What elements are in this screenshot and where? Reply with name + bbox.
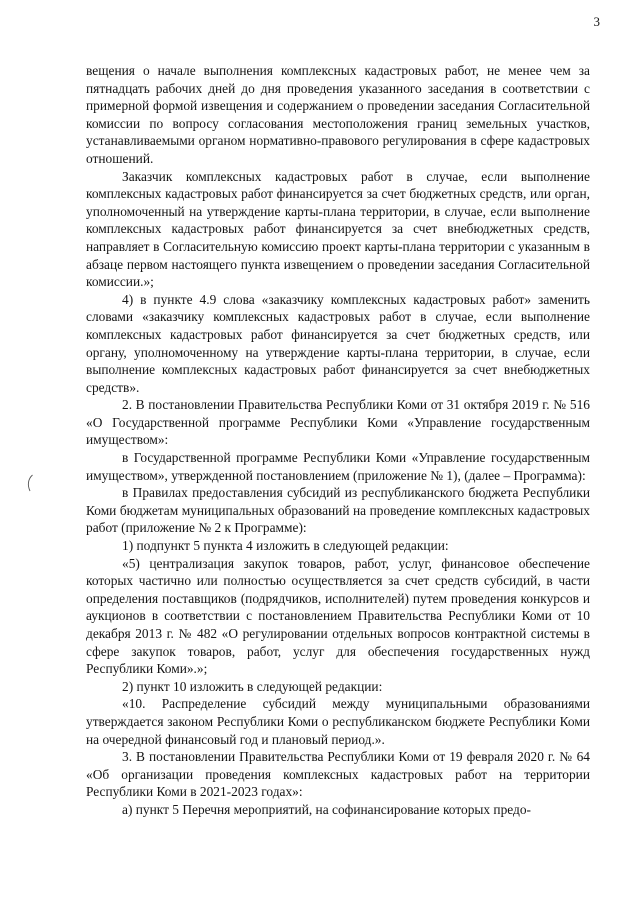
paragraph: а) пункт 5 Перечня мероприятий, на софинансирование которых предо-	[122, 801, 532, 817]
document-body	[86, 62, 590, 819]
paragraph: в Правилах предоставления субсидий из республиканского бюджета Республики Коми бюджетам муниципальных образований на проведение комплексных кадастровых работ (приложение № 2 к Программе):	[86, 485, 590, 536]
paragraph: Заказчик комплексных кадастровых работ в случае, если выполнение комплексных кадастровых работ финансируется за счет бюджетных средств, или орган, уполномоченный на утверждение карты-плана территории, в случае, если выполнение комплексных кадастровых работ финансируется за счет внебюджетных средств, направляет в Согласительную комиссию проект карты-плана территории с указанным в абзаце первом настоящего пункта извещением о проведении заседания Согласительной комиссии.»;	[86, 168, 590, 290]
paragraph: «5) централизация закупок товаров, работ, услуг, финансовое обеспечение которых частично или полностью осуществляется за счет средств субсидий, в части определения поставщиков (подрядчиков, исполнителей) путем проведения конкурсов и аукционов в соответствии с постановлением Правительства Республики Коми от 10 декабря 2013 г. № 482 «О регулировании отдельных вопросов контрактной системы в сфере закупок товаров, работ, услуг для обеспечения государственных нужд Республики Коми».»;	[86, 555, 590, 677]
paragraph: вещения о начале выполнения комплексных кадастровых работ, не менее чем за пятнадцать рабочих дней до дня проведения указанного заседания в соответствии с примерной формой извещения и содержанием о проведении заседания Согласительной комиссии по вопросу согласования местоположения границ земельных участков, устанавливаемыми органом нормативно-правового регулирования в сфере кадастровых отношений.	[86, 63, 590, 166]
paragraph: 2. В постановлении Правительства Республики Коми от 31 октября 2019 г. № 516 «О Государственной программе Республики Коми «Управление государственным имуществом»:	[86, 397, 590, 448]
paragraph: «10. Распределение субсидий между муниципальными образованиями утверждается законом Республики Коми о республиканском бюджете Республики Коми на очередной финансовый год и плановый период.».	[86, 696, 590, 747]
margin-pen-mark	[26, 474, 34, 492]
page-number: 3	[593, 14, 600, 29]
paragraph: в Государственной программе Республики Коми «Управление государственным имуществом», утвержденной постановлением (приложение № 1), (далее – Программа):	[86, 450, 590, 483]
paragraph: 4) в пункте 4.9 слова «заказчику комплексных кадастровых работ» заменить словами «заказчику комплексных кадастровых работ в случае, если выполнение комплексных кадастровых работ финансируется за счет бюджетных средств, или органу, уполномоченному на утверждение карты-плана территории, в случае, если выполнение комплексных кадастровых работ финансируется за счет внебюджетных средств».	[86, 291, 590, 395]
paragraph: 3. В постановлении Правительства Республики Коми от 19 февраля 2020 г. № 64 «Об организации проведения комплексных кадастровых работ на территории Республики Коми в 2021-2023 годах»:	[86, 749, 590, 800]
paragraph: 2) пункт 10 изложить в следующей редакции:	[122, 678, 383, 694]
paragraph: 1) подпункт 5 пункта 4 изложить в следующей редакции:	[122, 538, 449, 554]
